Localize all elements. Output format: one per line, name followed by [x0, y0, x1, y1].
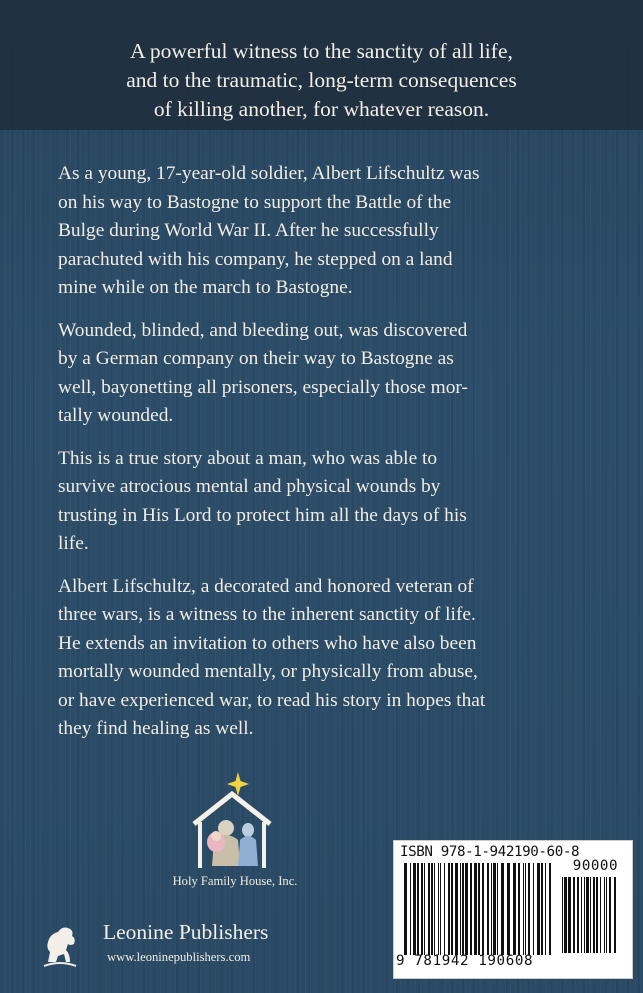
ean-digits: 9 781942 190608	[396, 953, 534, 969]
text-line: by a German company on their way to Bastogne as	[58, 348, 454, 369]
publisher-name: Leonine Publishers	[103, 920, 269, 944]
barcode-bar	[600, 877, 601, 953]
barcode-bar	[438, 863, 439, 955]
barcode-bar	[614, 877, 616, 953]
paragraph	[58, 445, 588, 559]
barcode-bar	[465, 863, 468, 955]
barcode-bar	[541, 863, 543, 955]
text-line: mine while on the march to Bastogne.	[58, 277, 353, 298]
price-code: 90000	[572, 858, 618, 874]
barcode-bar	[417, 863, 419, 955]
text-line: parachuted with his company, he stepped on a land	[58, 248, 453, 270]
isbn-label: ISBN 978-1-942190-60-8	[400, 844, 580, 860]
barcode-bar	[606, 877, 607, 953]
text-line: tally wounded.	[58, 405, 174, 426]
tagline	[0, 37, 643, 124]
text-line: As a young, 17-year-old soldier, Albert Lifschultz was	[58, 163, 480, 184]
barcode-bar	[421, 863, 423, 955]
tagline-line: A powerful witness to the sanctity of all life,	[130, 39, 513, 63]
barcode-bar	[487, 863, 489, 955]
barcode-bar	[523, 863, 524, 955]
barcode-bar	[444, 863, 445, 955]
ean-bars	[404, 863, 556, 955]
barcode-bar	[568, 877, 571, 953]
barcode-bar	[501, 863, 504, 955]
barcode-bar	[577, 877, 579, 953]
barcode-bar	[518, 863, 520, 955]
barcode-bar	[564, 877, 567, 953]
barcode-bar	[513, 863, 516, 955]
barcode-bar	[474, 863, 477, 955]
barcode-bar	[593, 877, 595, 953]
barcode-bar	[562, 877, 563, 953]
barcode-bar	[410, 863, 411, 955]
barcode-bar	[581, 877, 582, 953]
barcode-bar	[586, 877, 589, 953]
imprint-name: Holy Family House, Inc.	[172, 874, 298, 888]
barcode-bar	[424, 863, 425, 955]
barcode-bar	[451, 863, 453, 955]
tagline-line: and to the traumatic, long-term consequences	[126, 68, 517, 92]
barcode-bar	[431, 863, 433, 955]
barcode-bar	[596, 877, 598, 953]
text-line: Albert Lifschultz, a decorated and honored veteran of	[58, 575, 474, 597]
text-line: Wounded, blinded, and bleeding out, was discovered	[58, 319, 468, 341]
barcode-bar	[590, 877, 591, 953]
barcode-bar	[493, 863, 496, 955]
barcode-bar	[584, 877, 585, 953]
paragraph	[58, 317, 588, 431]
text-line: Bulge during World War II. After he successfully	[58, 220, 439, 241]
isbn-barcode	[393, 840, 633, 979]
holy-family-logo	[186, 770, 278, 870]
text-line: He extends an invitation to others who have also been	[58, 632, 477, 654]
barcode-bar	[533, 863, 534, 955]
tagline-line: of killing another, for whatever reason.	[153, 97, 490, 121]
barcode-bar	[404, 863, 407, 955]
barcode-bar	[549, 863, 551, 955]
barcode-bar	[604, 877, 605, 953]
barcode-bar	[460, 863, 461, 955]
barcode-bar	[428, 863, 430, 955]
barcode-bar	[573, 877, 575, 953]
text-line: life.	[58, 533, 89, 554]
barcode-bar	[440, 863, 441, 955]
barcode-bar	[507, 863, 510, 955]
text-line: on his way to Bastogne to support the Battle of the	[58, 191, 452, 213]
barcode-bar	[482, 863, 484, 955]
barcode-bar	[525, 863, 526, 955]
text-line: they find healing as well.	[58, 718, 254, 739]
holy-family-figures	[207, 820, 258, 866]
text-line: This is a true story about a man, who was able to	[58, 447, 438, 469]
barcode-bar	[528, 863, 530, 955]
barcode-bar	[609, 877, 611, 953]
barcode-bar	[413, 863, 416, 955]
barcode-bar	[491, 863, 492, 955]
barcode-bar	[462, 863, 464, 955]
text-line: three wars, is a witness to the inherent sanctity of life.	[58, 604, 476, 625]
text-line: well, bayonetting all prisoners, especially those mor-	[58, 376, 468, 398]
text-line: or have experienced war, to read his story in hopes that	[58, 689, 486, 711]
publisher-url[interactable]: www.leoninepublishers.com	[107, 950, 251, 964]
text-line: survive atrocious mental and physical wounds by	[58, 476, 441, 497]
addon-bars	[562, 877, 620, 953]
barcode-bar	[455, 863, 458, 955]
barcode-bar	[448, 863, 450, 955]
paragraph	[58, 573, 588, 744]
barcode-bar	[545, 863, 546, 955]
lion-logo-icon	[40, 922, 80, 968]
barcode-bar	[497, 863, 498, 955]
barcode-bar	[470, 863, 472, 955]
description	[58, 160, 588, 758]
text-line: trusting in His Lord to protect him all the days of his	[58, 504, 467, 526]
barcode-bar	[537, 863, 540, 955]
text-line: mortally wounded mentally, or physically from abuse,	[58, 661, 478, 682]
barcode-bar	[434, 863, 435, 955]
paragraph	[58, 160, 588, 303]
barcode-bar	[478, 863, 480, 955]
